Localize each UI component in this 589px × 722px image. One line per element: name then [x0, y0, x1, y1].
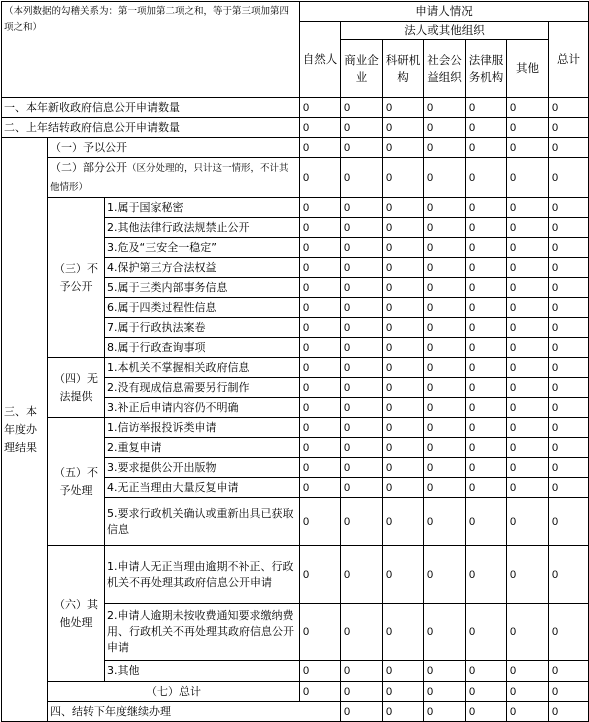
- row-label: （一）予以公开: [48, 138, 300, 158]
- cell-value: 0: [507, 298, 549, 318]
- cell-value: 0: [424, 661, 466, 682]
- cell-value: 0: [507, 278, 549, 298]
- cell-value: 0: [383, 418, 424, 438]
- cell-value: 0: [549, 604, 589, 661]
- row-label: 2.没有现成信息需要另行制作: [105, 378, 300, 398]
- header-total: 总计: [549, 22, 589, 98]
- cell-value: 0: [300, 458, 341, 478]
- cell-value: 0: [549, 278, 589, 298]
- cell-value: 0: [300, 278, 341, 298]
- cell-value: 0: [466, 604, 507, 661]
- cell-value: 0: [507, 378, 549, 398]
- cell-value: 0: [507, 238, 549, 258]
- cell-value: 0: [507, 318, 549, 338]
- row-label: 3.补正后申请内容仍不明确: [105, 398, 300, 418]
- cell-value: 0: [466, 358, 507, 378]
- cell-value: 0: [466, 478, 507, 498]
- cell-value: 0: [549, 318, 589, 338]
- cell-value: 0: [341, 358, 383, 378]
- cell-value: 0: [424, 604, 466, 661]
- cell-value: 0: [300, 478, 341, 498]
- cell-value: 0: [383, 458, 424, 478]
- cell-value: 0: [466, 318, 507, 338]
- cell-value: 0: [341, 604, 383, 661]
- cell-value: 0: [341, 298, 383, 318]
- cell-value: 0: [383, 138, 424, 158]
- cell-value: 0: [341, 682, 383, 702]
- row-label: 4.无正当理由大量反复申请: [105, 478, 300, 498]
- cell-value: 0: [383, 198, 424, 218]
- row-label: 8.属于行政查询事项: [105, 338, 300, 358]
- cell-value: 0: [341, 498, 383, 546]
- row-label: 1.属于国家秘密: [105, 198, 300, 218]
- cell-value: 0: [383, 546, 424, 604]
- cell-value: 0: [424, 398, 466, 418]
- cell-value: 0: [300, 298, 341, 318]
- cell-value: 0: [424, 418, 466, 438]
- cell-value: 0: [300, 218, 341, 238]
- cell-value: 0: [507, 661, 549, 682]
- cell-value: 0: [466, 338, 507, 358]
- cell-value: 0: [424, 118, 466, 138]
- cell-value: 0: [507, 438, 549, 458]
- partial-note: （区分处理的，只计这一情形，不计其他情形）: [50, 162, 289, 193]
- cell-value: 0: [383, 318, 424, 338]
- cell-value: 0: [341, 218, 383, 238]
- partial-label: （二）部分公开: [50, 160, 127, 174]
- cell-value: 0: [507, 218, 549, 238]
- cell-value: 0: [300, 258, 341, 278]
- cell-value: 0: [341, 702, 383, 722]
- cell-value: 0: [341, 258, 383, 278]
- cell-value: 0: [466, 682, 507, 702]
- cell-value: 0: [341, 458, 383, 478]
- table-row: [2, 702, 589, 722]
- cell-value: 0: [383, 438, 424, 458]
- table-row: [2, 198, 589, 218]
- cell-value: 0: [383, 238, 424, 258]
- cell-value: 0: [466, 661, 507, 682]
- cell-value: 0: [466, 438, 507, 458]
- cell-value: 0: [549, 158, 589, 198]
- cell-value: 0: [383, 498, 424, 546]
- cell-value: 0: [507, 98, 549, 118]
- row-label: 四、结转下年度继续办理: [48, 702, 341, 722]
- cell-value: 0: [549, 378, 589, 398]
- cell-value: 0: [383, 118, 424, 138]
- cell-value: 0: [300, 604, 341, 661]
- cell-value: 0: [424, 338, 466, 358]
- cell-value: 0: [549, 98, 589, 118]
- cell-value: 0: [341, 118, 383, 138]
- cell-value: 0: [466, 298, 507, 318]
- cell-value: 0: [341, 478, 383, 498]
- cell-value: 0: [300, 418, 341, 438]
- cell-value: 0: [383, 218, 424, 238]
- cell-value: 0: [300, 118, 341, 138]
- cell-value: 0: [300, 238, 341, 258]
- cell-value: 0: [341, 98, 383, 118]
- cell-value: 0: [424, 298, 466, 318]
- cell-value: 0: [424, 158, 466, 198]
- cell-value: 0: [300, 98, 341, 118]
- results-section-label: 三、本年度办理结果: [2, 138, 48, 722]
- cell-value: 0: [549, 702, 589, 722]
- cell-value: 0: [507, 418, 549, 438]
- cell-value: 0: [466, 278, 507, 298]
- header-applicant: 申请人情况: [300, 2, 589, 22]
- cell-value: 0: [341, 158, 383, 198]
- cell-value: 0: [424, 438, 466, 458]
- cell-value: 0: [424, 358, 466, 378]
- cell-value: 0: [549, 358, 589, 378]
- cell-value: 0: [466, 138, 507, 158]
- cell-value: 0: [549, 546, 589, 604]
- row-label: 3.危及“三安全一稳定”: [105, 238, 300, 258]
- cell-value: 0: [383, 278, 424, 298]
- cell-value: 0: [300, 138, 341, 158]
- cell-value: 0: [383, 298, 424, 318]
- cell-value: 0: [424, 378, 466, 398]
- cell-value: 0: [424, 138, 466, 158]
- no-process-group-label: （五）不予处理: [48, 418, 105, 546]
- header-other: 其他: [507, 40, 549, 98]
- cell-value: 0: [424, 498, 466, 546]
- cell-value: 0: [507, 546, 549, 604]
- header-public-welfare: 社会公益组织: [424, 40, 466, 98]
- cell-value: 0: [300, 358, 341, 378]
- table-row: [2, 158, 589, 198]
- cell-value: 0: [300, 398, 341, 418]
- cell-value: 0: [383, 682, 424, 702]
- row-label: 1.申请人无正当理由逾期不补正、行政机关不再处理其政府信息公开申请: [105, 546, 300, 604]
- row-label: 2.其他法律行政法规禁止公开: [105, 218, 300, 238]
- cell-value: 0: [383, 378, 424, 398]
- cell-value: 0: [466, 398, 507, 418]
- cell-value: 0: [341, 418, 383, 438]
- cell-value: 0: [383, 258, 424, 278]
- row-label: 一、本年新收政府信息公开申请数量: [2, 98, 300, 118]
- cell-value: 0: [383, 158, 424, 198]
- table-row: [2, 118, 589, 138]
- cell-value: 0: [507, 458, 549, 478]
- row-label: 7.属于行政执法案卷: [105, 318, 300, 338]
- cell-value: 0: [549, 198, 589, 218]
- table-row: [2, 138, 589, 158]
- cell-value: 0: [341, 318, 383, 338]
- cell-value: 0: [300, 318, 341, 338]
- cell-value: 0: [383, 604, 424, 661]
- cell-value: 0: [300, 498, 341, 546]
- header-legal-entities: 法人或其他组织: [341, 22, 549, 40]
- cell-value: 0: [424, 218, 466, 238]
- cell-value: 0: [424, 682, 466, 702]
- unable-group-label: （四）无法提供: [48, 358, 105, 418]
- cell-value: 0: [507, 258, 549, 278]
- cell-value: 0: [341, 238, 383, 258]
- cell-value: 0: [549, 218, 589, 238]
- gov-info-disclosure-table: [1, 1, 589, 722]
- row-label: 3.其他: [105, 661, 300, 682]
- cell-value: 0: [466, 546, 507, 604]
- cell-value: 0: [300, 198, 341, 218]
- table-row: [2, 682, 589, 702]
- cell-value: 0: [466, 198, 507, 218]
- row-label: 4.保护第三方合法权益: [105, 258, 300, 278]
- header-legal-service: 法律服务机构: [466, 40, 507, 98]
- cell-value: 0: [466, 378, 507, 398]
- row-label: （七）总计: [48, 682, 300, 702]
- cell-value: 0: [507, 118, 549, 138]
- cell-value: 0: [466, 458, 507, 478]
- table-row: [2, 98, 589, 118]
- table-row: [2, 418, 589, 438]
- cell-value: 0: [466, 118, 507, 138]
- cell-value: 0: [383, 702, 424, 722]
- cell-value: 0: [341, 546, 383, 604]
- cell-value: 0: [549, 438, 589, 458]
- cell-value: 0: [341, 198, 383, 218]
- header-note: （本列数据的勾稽关系为：第一项加第二项之和，等于第三项加第四项之和）: [2, 2, 300, 98]
- cell-value: 0: [341, 278, 383, 298]
- not-public-group-label: （三）不予公开: [48, 198, 105, 358]
- cell-value: 0: [300, 378, 341, 398]
- cell-value: 0: [424, 546, 466, 604]
- cell-value: 0: [466, 238, 507, 258]
- cell-value: 0: [466, 418, 507, 438]
- cell-value: 0: [341, 338, 383, 358]
- row-label: 5.属于三类内部事务信息: [105, 278, 300, 298]
- cell-value: 0: [549, 238, 589, 258]
- cell-value: 0: [424, 458, 466, 478]
- cell-value: 0: [507, 398, 549, 418]
- cell-value: 0: [341, 438, 383, 458]
- cell-value: 0: [466, 498, 507, 546]
- header-natural-person: 自然人: [300, 22, 341, 98]
- cell-value: 0: [300, 661, 341, 682]
- cell-value: 0: [424, 198, 466, 218]
- cell-value: 0: [383, 661, 424, 682]
- cell-value: 0: [507, 478, 549, 498]
- cell-value: 0: [300, 158, 341, 198]
- cell-value: 0: [466, 258, 507, 278]
- cell-value: 0: [507, 682, 549, 702]
- row-label: 1.信访举报投诉类申请: [105, 418, 300, 438]
- row-label: 2.重复申请: [105, 438, 300, 458]
- cell-value: 0: [424, 98, 466, 118]
- cell-value: 0: [424, 258, 466, 278]
- cell-value: 0: [507, 604, 549, 661]
- cell-value: 0: [424, 278, 466, 298]
- cell-value: 0: [549, 138, 589, 158]
- cell-value: 0: [466, 218, 507, 238]
- cell-value: 0: [507, 158, 549, 198]
- row-label: 5.要求行政机关确认或重新出具已获取信息: [105, 498, 300, 546]
- cell-value: 0: [341, 378, 383, 398]
- cell-value: 0: [424, 238, 466, 258]
- cell-value: 0: [341, 138, 383, 158]
- cell-value: 0: [383, 98, 424, 118]
- cell-value: 0: [341, 398, 383, 418]
- cell-value: 0: [300, 338, 341, 358]
- cell-value: 0: [549, 258, 589, 278]
- cell-value: 0: [424, 478, 466, 498]
- cell-value: 0: [549, 338, 589, 358]
- cell-value: 0: [549, 118, 589, 138]
- cell-value: 0: [383, 338, 424, 358]
- row-label: 二、上年结转政府信息公开申请数量: [2, 118, 300, 138]
- cell-value: 0: [341, 661, 383, 682]
- row-label: 6.属于四类过程性信息: [105, 298, 300, 318]
- cell-value: 0: [466, 158, 507, 198]
- cell-value: 0: [383, 478, 424, 498]
- cell-value: 0: [424, 318, 466, 338]
- cell-value: 0: [549, 498, 589, 546]
- cell-value: 0: [507, 358, 549, 378]
- other-process-group-label: （六）其他处理: [48, 546, 105, 682]
- cell-value: 0: [424, 702, 466, 722]
- cell-value: 0: [383, 398, 424, 418]
- cell-value: 0: [549, 418, 589, 438]
- header-research: 科研机构: [383, 40, 424, 98]
- cell-value: 0: [549, 478, 589, 498]
- table-row: [2, 546, 589, 604]
- cell-value: 0: [507, 138, 549, 158]
- cell-value: 0: [549, 661, 589, 682]
- row-label: 2.申请人逾期未按收费通知要求缴纳费用、行政机关不再处理其政府信息公开申请: [105, 604, 300, 661]
- cell-value: 0: [507, 498, 549, 546]
- cell-value: 0: [507, 338, 549, 358]
- cell-value: 0: [549, 682, 589, 702]
- cell-value: 0: [466, 98, 507, 118]
- cell-value: 0: [549, 398, 589, 418]
- cell-value: 0: [549, 458, 589, 478]
- cell-value: 0: [300, 682, 341, 702]
- row-label: 3.要求提供公开出版物: [105, 458, 300, 478]
- cell-value: 0: [507, 198, 549, 218]
- row-label: 1.本机关不掌握相关政府信息: [105, 358, 300, 378]
- cell-value: 0: [300, 546, 341, 604]
- table-row: [2, 358, 589, 378]
- cell-value: 0: [383, 358, 424, 378]
- cell-value: 0: [507, 702, 549, 722]
- cell-value: 0: [549, 298, 589, 318]
- cell-value: 0: [466, 702, 507, 722]
- cell-value: 0: [300, 438, 341, 458]
- header-commercial: 商业企业: [341, 40, 383, 98]
- row-label: [48, 158, 300, 198]
